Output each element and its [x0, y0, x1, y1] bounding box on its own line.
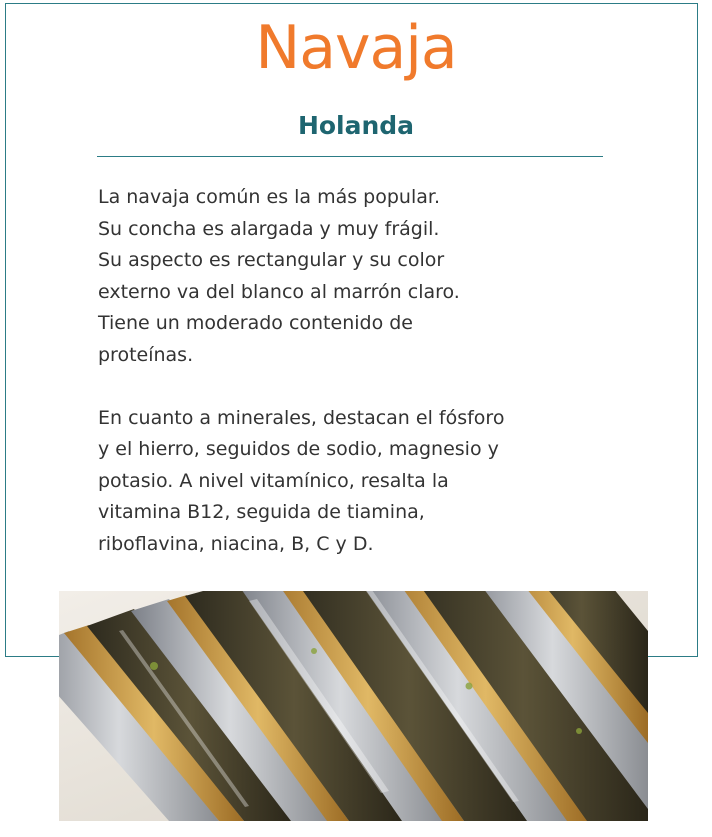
razor-clams-photo — [59, 591, 648, 821]
page-subtitle: Holanda — [297, 111, 415, 140]
page-title: Navaja — [255, 13, 457, 83]
description-paragraph-2: En cuanto a minerales, destacan el fósforo y el hierro, seguidos de sodio, magnesio y potasio. A nivel vitamínico, resalta la vitamina B12, seguida de tiamina, riboflavina, niacina, B, C y D. — [98, 406, 505, 555]
title-divider — [97, 156, 603, 157]
description — [98, 182, 618, 560]
razor-clams-illustration — [59, 591, 648, 821]
description-paragraph-1: La navaja común es la más popular. Su concha es alargada y muy frágil. Su aspecto es rectangular y su color externo va del blanco al marrón claro. Tiene un moderado contenido de proteínas. — [98, 186, 460, 366]
